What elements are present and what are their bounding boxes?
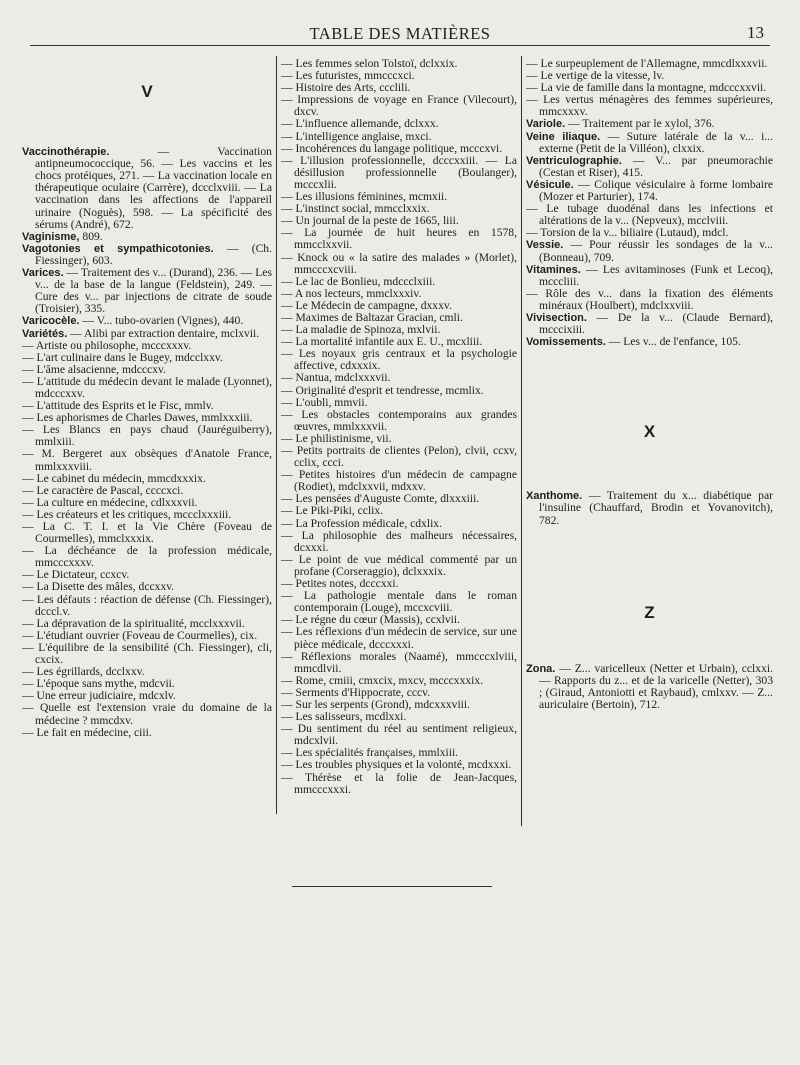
entry-head: Vomissements. <box>526 336 606 349</box>
sub-entry: — L'instinct social, mmcclxxix. <box>281 203 517 215</box>
entry-head: Xanthome. <box>526 490 583 503</box>
sub-entry: — Les futuristes, mmcccxci. <box>281 70 517 82</box>
sub-entry: — Sur les serpents (Grond), mdcxxxviii. <box>281 699 517 711</box>
index-entry <box>526 490 773 526</box>
bottom-rule <box>292 886 492 887</box>
entry-text: — Les v... de l'enfance, 105. <box>608 335 741 349</box>
entry-head: Vaccinothérapie. <box>22 146 110 159</box>
sub-entry: — Thérèse et la folie de Jean-Jacques, mmcccxxxi. <box>281 772 517 796</box>
sub-entry: — La dépravation de la spiritualité, mcclxxxvii. <box>22 618 272 630</box>
entry-text: — Les avitaminoses (Funk et Lecoq), mcccliii. <box>539 262 773 288</box>
entry-text: — (Ch. Fiessinger), 603. <box>35 241 272 267</box>
sub-entry: — La pathologie mentale dans le roman contemporain (Louge), mccxcviii. <box>281 590 517 614</box>
sub-entry: — L'illusion professionnelle, dcccxxiii. — La désillusion professionnelle (Boulanger), mcccxlii. <box>281 155 517 191</box>
index-entry <box>526 312 773 336</box>
entry-head: Vaginisme, <box>22 230 80 243</box>
column-divider <box>521 56 522 826</box>
sub-entry: — Quelle est l'extension vraie du domaine de la médecine ? mmcdxv. <box>22 702 272 726</box>
sub-entry: — L'influence allemande, dclxxx. <box>281 118 517 130</box>
page-number: 13 <box>747 23 764 42</box>
index-entry <box>526 264 773 288</box>
sub-entry: — La Profession médicale, cdxlix. <box>281 518 517 530</box>
sub-entry: — La philosophie des malheurs nécessaires, dcxxxi. <box>281 530 517 554</box>
sub-entry: — Les pensées d'Auguste Comte, dlxxxiii. <box>281 493 517 505</box>
sub-entry: — Le vertige de la vitesse, lv. <box>526 70 773 82</box>
sub-entry: — M. Bergeret aux obsèques d'Anatole France, mmlxxxviii. <box>22 448 272 472</box>
sub-entry: — Les femmes selon Tolstoï, dclxxix. <box>281 58 517 70</box>
entry-text: — Traitement par le xylol, 376. <box>568 117 715 131</box>
sub-entry: — L'étudiant ouvrier (Foveau de Courmelles), cix. <box>22 630 272 642</box>
sub-entry: — L'équilibre de la sensibilité (Ch. Fiessinger), cli, cxcix. <box>22 642 272 666</box>
entry-text: — Traitement du x... diabétique par l'insuline (Chauffard, Brodin et Yovanovitch), 782. <box>539 489 773 527</box>
sub-entry: — L'âme alsacienne, mdcccxv. <box>22 364 272 376</box>
sub-entry: — Histoire des Arts, ccclili. <box>281 82 517 94</box>
sub-entry: — Torsion de la v... biliaire (Lutaud), mdcl. <box>526 227 773 239</box>
entry-head: Vivisection. <box>526 311 587 324</box>
entry-head: Vésicule. <box>526 178 574 191</box>
sub-entry: — Le philistinisme, vii. <box>281 433 517 445</box>
sub-entry: — Maximes de Baltazar Gracian, cmli. <box>281 312 517 324</box>
sub-entry: — La vie de famille dans la montagne, mdcccxxvii. <box>526 82 773 94</box>
entry-text: — Alibi par extraction dentaire, mclxvii. <box>70 326 260 340</box>
entry-head: Vagotonies et sympathicotonies. <box>22 242 214 255</box>
sub-entry: — Le cabinet du médecin, mmcdxxxix. <box>22 473 272 485</box>
sub-entry: — L'attitude des Esprits et le Fisc, mmlv. <box>22 400 272 412</box>
sub-entry: — Du sentiment du réel au sentiment religieux, mdcxlvii. <box>281 723 517 747</box>
sub-entry: — Les spécialités françaises, mmlxiii. <box>281 747 517 759</box>
index-column-3 <box>526 58 773 711</box>
entry-text: — Colique vésiculaire à forme lombaire (Mozer et Parturier), 174. <box>539 177 774 204</box>
index-entry <box>526 663 773 711</box>
entry-head: Varices. <box>22 267 64 280</box>
sub-entry: — Petites notes, dcccxxi. <box>281 578 517 590</box>
entry-text: — V... tubo-ovarien (Vignes), 440. <box>82 314 244 328</box>
entry-text: 809. <box>82 229 103 243</box>
index-entry <box>22 328 272 340</box>
sub-entry: — Le Médecin de campagne, dxxxv. <box>281 300 517 312</box>
entry-text: — Suture latérale de la v... i... externe (Petit de la Villéon), clxxix. <box>539 129 773 155</box>
sub-entry: — Les créateurs et les critiques, mccclxxxiii. <box>22 509 272 521</box>
sub-entry: — Impressions de voyage en France (Vilecourt), dxcv. <box>281 94 517 118</box>
sub-entry: — L'oubli, mmvii. <box>281 397 517 409</box>
sub-entry: — La maladie de Spinoza, mxlvii. <box>281 324 517 336</box>
sub-entry: — Rôle des v... dans la fixation des éléments minéraux (Houlbert), mdclxxviii. <box>526 288 773 312</box>
entry-head: Variole. <box>526 118 566 131</box>
sub-entry: — Le tubage duodénal dans les infections et altérations de la v... (Nepveux), mcclviii. <box>526 203 773 227</box>
sub-entry: — Les noyaux gris centraux et la psychologie affective, cdxxxix. <box>281 348 517 372</box>
sub-entry: — Serments d'Hippocrate, cccv. <box>281 687 517 699</box>
sub-entry: — Le Piki-Piki, cclix. <box>281 505 517 517</box>
sub-entry: — Le Dictateur, ccxcv. <box>22 569 272 581</box>
sub-entry: — La journée de huit heures en 1578, mmcclxxvii. <box>281 227 517 251</box>
index-entry <box>526 239 773 263</box>
index-entry <box>22 267 272 315</box>
sub-entry: — La Disette des mâles, dccxxv. <box>22 581 272 593</box>
sub-entry: — Nantua, mdclxxxvii. <box>281 372 517 384</box>
entry-head: Varicocèle. <box>22 315 80 328</box>
sub-entry: — A nos lecteurs, mmclxxxiv. <box>281 288 517 300</box>
index-column-1 <box>22 58 272 739</box>
sub-entry: — Les salisseurs, mcdlxxi. <box>281 711 517 723</box>
section-letter-z: Z <box>644 602 655 622</box>
sub-entry: — Les illusions féminines, mcmxii. <box>281 191 517 203</box>
index-column-2 <box>281 58 517 796</box>
sub-entry: — Une erreur judiciaire, mdcxlv. <box>22 690 272 702</box>
sub-entry: — Le fait en médecine, ciii. <box>22 727 272 739</box>
entry-text: — De la v... (Claude Bernard), mcccixiii. <box>539 310 773 337</box>
entry-head: Vitamines. <box>526 263 581 276</box>
sub-entry: — Les défauts : réaction de défense (Ch. Fiessinger), dcccl.v. <box>22 594 272 618</box>
index-entry <box>526 155 773 179</box>
page-title: TABLE DES MATIÈRES <box>309 24 491 43</box>
sub-entry: — La mortalité infantile aux E. U., mcxliii. <box>281 336 517 348</box>
entry-head: Ventriculographie. <box>526 154 622 167</box>
sub-entry: — L'époque sans mythe, mdcvii. <box>22 678 272 690</box>
index-entry <box>526 131 773 155</box>
sub-entry: — Petites histoires d'un médecin de campagne (Rodiet), mdclxxvii, mdxxv. <box>281 469 517 493</box>
sub-entry: — L'art culinaire dans le Bugey, mdcclxxv. <box>22 352 272 364</box>
sub-entry: — Un journal de la peste de 1665, liii. <box>281 215 517 227</box>
sub-entry: — Les Blancs en pays chaud (Jauréguiberry), mmlxiii. <box>22 424 272 448</box>
column-divider <box>276 56 277 814</box>
entry-text: — V... par pneumorachie (Cestan et Riser), 415. <box>539 153 773 179</box>
sub-entry: — Incohérences du langage politique, mcccxvi. <box>281 143 517 155</box>
sub-entry: — Artiste ou philosophe, mcccxxxv. <box>22 340 272 352</box>
sub-entry: — Le régne du cœur (Massis), ccxlvii. <box>281 614 517 626</box>
sub-entry: — Le lac de Bonlieu, mdccclxiii. <box>281 276 517 288</box>
entry-head: Veine iliaque. <box>526 130 601 143</box>
index-entry <box>22 146 272 231</box>
index-entry <box>526 336 773 348</box>
sub-entry: — Le surpeuplement de l'Allemagne, mmcdlxxxvii. <box>526 58 773 70</box>
sub-entry: — L'intelligence anglaise, mxci. <box>281 131 517 143</box>
sub-entry: — Originalité d'esprit et tendresse, mcmlix. <box>281 385 517 397</box>
entry-text: — Pour réussir les sondages de la v... (Bonneau), 709. <box>539 238 773 264</box>
sub-entry: — Le point de vue médical commenté par un profane (Corseraggio), dclxxxix. <box>281 554 517 578</box>
sub-entry: — Petits portraits de clientes (Pelon), clvii, ccxv, cclix, ccci. <box>281 445 517 469</box>
entry-text: — Vaccination antipneumococcique, 56. — Les vaccins et les chocs protéiques, 271. — La vaccination locale en thérapeutique oculaire (Carrère), dccclxviii. — La vaccination dans les affections de l'appareil urinaire (Noguès), 598. — La spécificité des sérums (André), 672. <box>35 145 272 231</box>
entry-head: Zona. <box>526 662 556 675</box>
sub-entry: — Les réflexions d'un médecin de service, sur une pièce médicale, dcccxxxi. <box>281 626 517 650</box>
entry-head: Variétés. <box>22 327 68 340</box>
sub-entry: — L'attitude du médecin devant le malade (Lyonnet), mdcccxxv. <box>22 376 272 400</box>
entry-text: — Traitement des v... (Durand), 236. — Les v... de la base de la langue (Feldstein), 249. — Cure des v... par injections de citrate de soude (Troisier), 335. <box>35 266 272 316</box>
entry-text: — Z... varicelleux (Netter et Urbain), cclxxi. — Rapports du z... et de la varicelle (Netter), 303 ; (Giraud, Antoniotti et Raybaud), cmlxxv. — Z... auriculaire (Bertoin), 712. <box>539 661 773 711</box>
sub-entry: — Les aphorismes de Charles Dawes, mmlxxxiii. <box>22 412 272 424</box>
sub-entry: — La culture en médecine, cdlxxxvii. <box>22 497 272 509</box>
sub-entry: — Les égrillards, dcclxxv. <box>22 666 272 678</box>
sub-entry: — Les troubles physiques et la volonté, mcdxxxi. <box>281 759 517 771</box>
sub-entry: — La déchéance de la profession médicale, mmcccxxxv. <box>22 545 272 569</box>
index-entry <box>526 179 773 203</box>
sub-entry: — La C. T. I. et la Vie Chère (Foveau de Courmelles), mmclxxxix. <box>22 521 272 545</box>
sub-entry: — Le caractère de Pascal, ccccxci. <box>22 485 272 497</box>
section-letter-v: V <box>141 82 153 101</box>
page-header <box>30 22 770 46</box>
index-entry <box>22 243 272 267</box>
section-letter-x: X <box>643 422 656 442</box>
sub-entry: — Knock ou « la satire des malades » (Morlet), mmcccxcviii. <box>281 252 517 276</box>
sub-entry: — Les obstacles contemporains aux grandes œuvres, mmlxxxvii. <box>281 409 517 433</box>
sub-entry: — Rome, cmiii, cmxcix, mxcv, mcccxxxix. <box>281 675 517 687</box>
entry-head: Vessie. <box>526 239 564 252</box>
sub-entry: — Les vertus ménagères des femmes supérieures, mmcxxxv. <box>526 94 773 118</box>
sub-entry: — Réflexions morales (Naamé), mmcccxlviii, mmcdlvii. <box>281 651 517 675</box>
header-rule <box>30 45 770 46</box>
